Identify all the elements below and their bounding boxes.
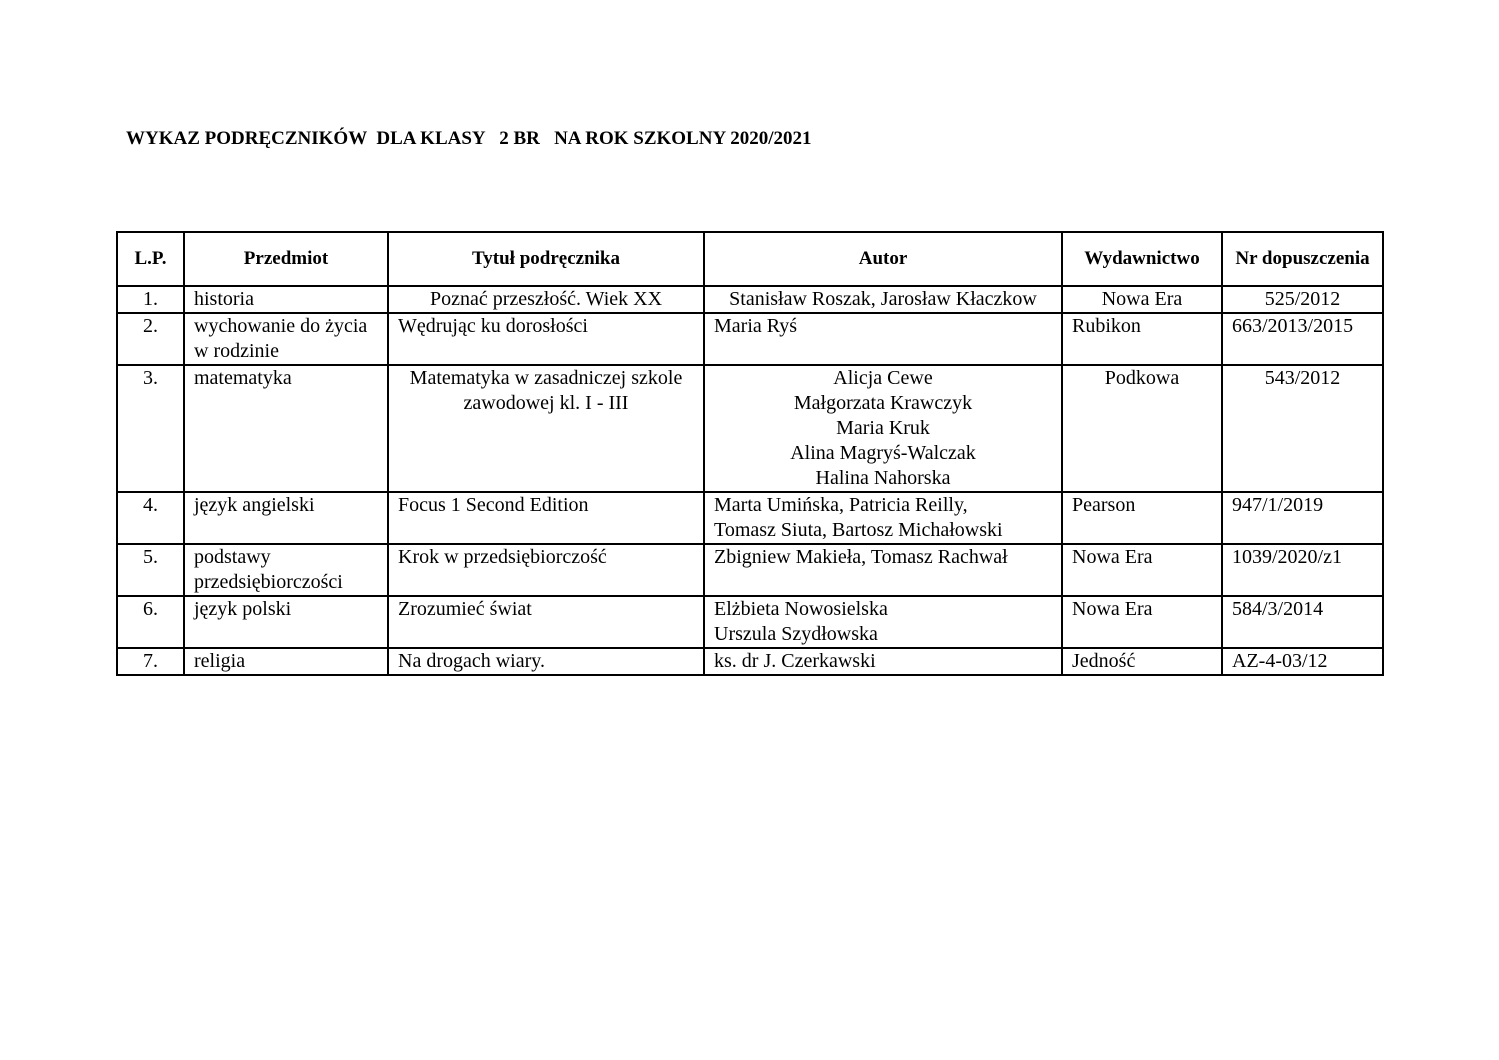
cell-author: Stanisław Roszak, Jarosław Kłaczkow — [704, 286, 1062, 313]
cell-book-title: Wędrując ku dorosłości — [388, 313, 704, 365]
cell-book-title: Poznać przeszłość. Wiek XX — [388, 286, 704, 313]
cell-publisher: Jedność — [1062, 648, 1222, 675]
page-title: WYKAZ PODRĘCZNIKÓW DLA KLASY 2 BR NA ROK SZKOLNY 2020/2021 — [126, 128, 812, 149]
cell-lp: 5. — [117, 544, 184, 596]
cell-approval-no: 543/2012 — [1222, 365, 1383, 492]
table-row — [117, 596, 1383, 648]
cell-subject: język polski — [184, 596, 388, 648]
textbook-table — [116, 231, 1384, 676]
cell-approval-no: 663/2013/2015 — [1222, 313, 1383, 365]
header-subject: Przedmiot — [184, 232, 388, 286]
table-header — [117, 232, 1383, 286]
cell-publisher: Nowa Era — [1062, 596, 1222, 648]
cell-author: Alicja Cewe Małgorzata Krawczyk Maria Kruk Alina Magryś-Walczak Halina Nahorska — [704, 365, 1062, 492]
cell-book-title: Krok w przedsiębiorczość — [388, 544, 704, 596]
table-row — [117, 492, 1383, 544]
table-row — [117, 313, 1383, 365]
cell-subject: historia — [184, 286, 388, 313]
header-publisher: Wydawnictwo — [1062, 232, 1222, 286]
cell-book-title: Zrozumieć świat — [388, 596, 704, 648]
cell-book-title: Matematyka w zasadniczej szkole zawodowej kl. I - III — [388, 365, 704, 492]
cell-publisher: Rubikon — [1062, 313, 1222, 365]
cell-subject: podstawy przedsiębiorczości — [184, 544, 388, 596]
table-row — [117, 286, 1383, 313]
cell-publisher: Nowa Era — [1062, 544, 1222, 596]
cell-lp: 6. — [117, 596, 184, 648]
cell-approval-no: AZ-4-03/12 — [1222, 648, 1383, 675]
cell-author: Zbigniew Makieła, Tomasz Rachwał — [704, 544, 1062, 596]
table-row — [117, 544, 1383, 596]
cell-subject: religia — [184, 648, 388, 675]
cell-subject: matematyka — [184, 365, 388, 492]
cell-author: Maria Ryś — [704, 313, 1062, 365]
cell-lp: 7. — [117, 648, 184, 675]
cell-approval-no: 525/2012 — [1222, 286, 1383, 313]
cell-lp: 1. — [117, 286, 184, 313]
cell-lp: 2. — [117, 313, 184, 365]
cell-publisher: Nowa Era — [1062, 286, 1222, 313]
cell-approval-no: 1039/2020/z1 — [1222, 544, 1383, 596]
cell-subject: język angielski — [184, 492, 388, 544]
header-author: Autor — [704, 232, 1062, 286]
cell-book-title: Na drogach wiary. — [388, 648, 704, 675]
cell-approval-no: 584/3/2014 — [1222, 596, 1383, 648]
table-row — [117, 648, 1383, 675]
cell-book-title: Focus 1 Second Edition — [388, 492, 704, 544]
header-row — [117, 232, 1383, 286]
header-lp: L.P. — [117, 232, 184, 286]
cell-author: ks. dr J. Czerkawski — [704, 648, 1062, 675]
cell-lp: 4. — [117, 492, 184, 544]
table-body — [117, 286, 1383, 675]
cell-publisher: Pearson — [1062, 492, 1222, 544]
cell-subject: wychowanie do życia w rodzinie — [184, 313, 388, 365]
cell-author: Elżbieta Nowosielska Urszula Szydłowska — [704, 596, 1062, 648]
table-row — [117, 365, 1383, 492]
cell-approval-no: 947/1/2019 — [1222, 492, 1383, 544]
cell-author: Marta Umińska, Patricia Reilly, Tomasz Siuta, Bartosz Michałowski — [704, 492, 1062, 544]
cell-lp: 3. — [117, 365, 184, 492]
header-book-title: Tytuł podręcznika — [388, 232, 704, 286]
cell-publisher: Podkowa — [1062, 365, 1222, 492]
header-approval-no: Nr dopuszczenia — [1222, 232, 1383, 286]
